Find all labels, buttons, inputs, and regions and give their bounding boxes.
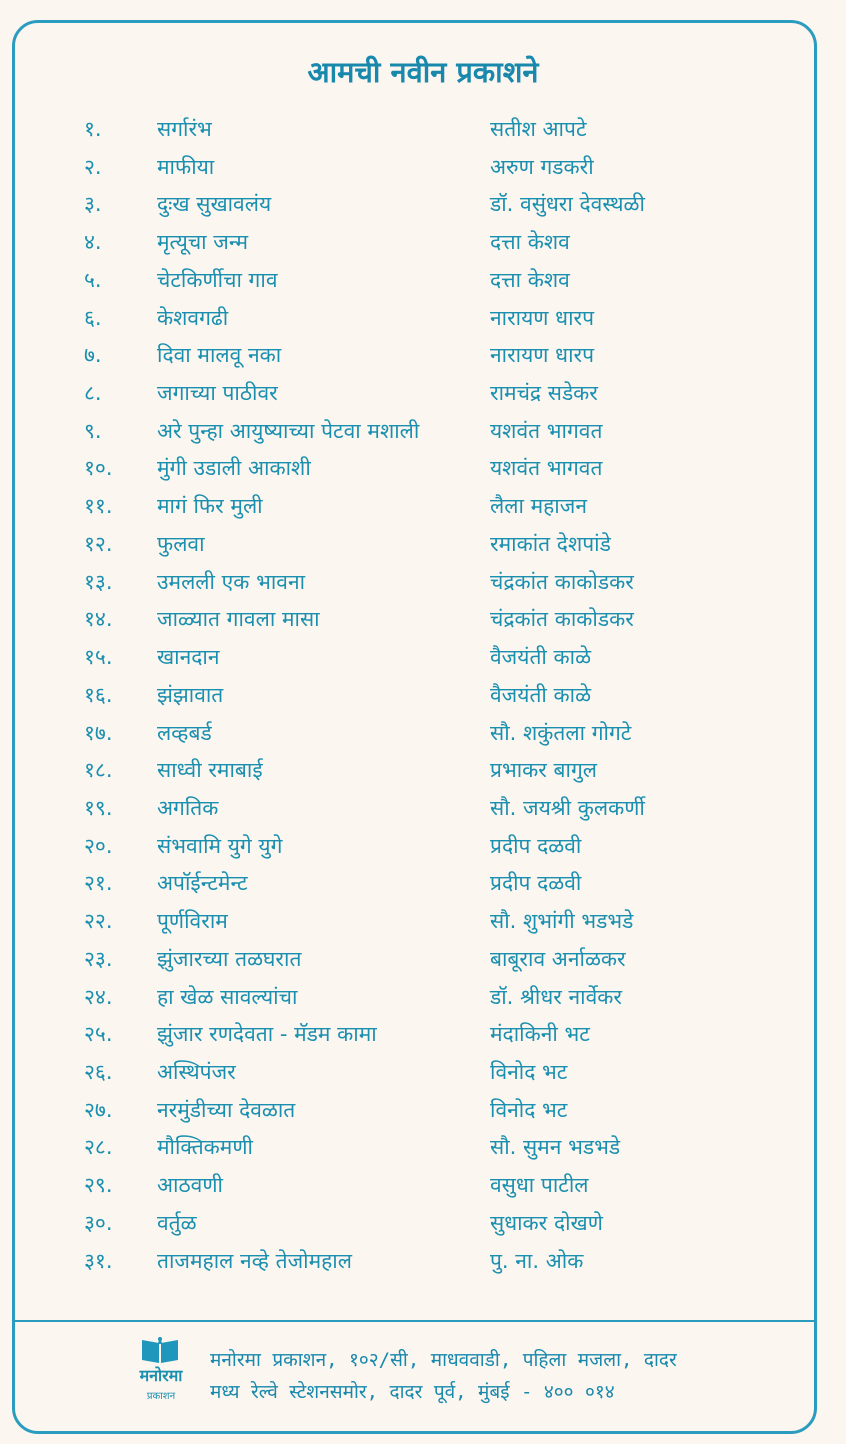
book-title: झंझावात <box>157 682 224 707</box>
address-line-2: मध्य रेल्वे स्टेशनसमोर, दादर पूर्व, मुंबई - ४०० ०१४ <box>210 1381 615 1403</box>
book-number: ७. <box>84 343 102 368</box>
book-number: २८. <box>84 1135 113 1160</box>
open-book-icon <box>140 1336 180 1364</box>
book-number: ८. <box>84 381 102 406</box>
book-author: मंदाकिनी भट <box>490 1022 590 1047</box>
book-title: केशवगढी <box>157 305 229 330</box>
book-title: संभवामि युगे युगे <box>157 833 283 858</box>
book-row <box>0 563 846 601</box>
book-title: नरमुंडीच्या देवळात <box>157 1097 296 1122</box>
book-row <box>0 412 846 450</box>
book-author: बाबूराव अर्नाळकर <box>490 946 626 971</box>
publisher-logo <box>128 1336 194 1410</box>
book-title: झुंजार रणदेवता - मॅडम कामा <box>157 1022 377 1047</box>
book-number: ३. <box>84 192 102 217</box>
book-author: वैजयंती काळे <box>490 682 592 707</box>
book-title: अपॉईन्टमेन्ट <box>157 871 248 896</box>
book-list <box>0 110 846 1279</box>
book-number: ५. <box>84 267 102 292</box>
book-title: मुंगी उडाली आकाशी <box>157 456 311 481</box>
book-title: खानदान <box>157 645 220 670</box>
book-row <box>0 1166 846 1204</box>
book-number: १४. <box>84 607 113 632</box>
book-row <box>0 600 846 638</box>
book-author: सौ. सुमन भडभडे <box>490 1135 621 1160</box>
book-title: पूर्णविराम <box>157 909 228 934</box>
book-title: साध्वी रमाबाई <box>157 758 263 783</box>
book-author: अरुण गडकरी <box>490 154 594 179</box>
book-number: १३. <box>84 569 113 594</box>
page-title: आमची नवीन प्रकाशने <box>307 55 539 89</box>
book-author: विनोद भट <box>490 1059 568 1084</box>
book-number: २५. <box>84 1022 113 1047</box>
book-author: डॉ. वसुंधरा देवस्थळी <box>490 192 645 217</box>
book-row <box>0 487 846 525</box>
book-author: वसुधा पाटील <box>490 1173 589 1198</box>
book-number: २३. <box>84 946 113 971</box>
book-number: १६. <box>84 682 113 707</box>
book-number: ६. <box>84 305 102 330</box>
book-row <box>0 1091 846 1129</box>
book-title: चेटकिर्णीचा गाव <box>157 267 278 292</box>
book-title: माफीया <box>157 154 215 179</box>
book-number: १९. <box>84 795 113 820</box>
book-row <box>0 751 846 789</box>
book-row <box>0 1204 846 1242</box>
book-title: ताजमहाल नव्हे तेजोमहाल <box>157 1248 352 1273</box>
book-title: मौक्तिकमणी <box>157 1135 253 1160</box>
book-row <box>0 525 846 563</box>
book-author: सतीश आपटे <box>490 117 587 141</box>
book-author: चंद्रकांत काकोडकर <box>490 607 634 632</box>
book-row <box>0 978 846 1016</box>
book-row <box>0 1015 846 1053</box>
book-row <box>0 1242 846 1280</box>
book-row <box>0 299 846 337</box>
book-title: अगतिक <box>157 795 219 820</box>
book-row <box>0 827 846 865</box>
book-row <box>0 864 846 902</box>
book-number: ११. <box>84 494 113 519</box>
book-row <box>0 789 846 827</box>
book-row <box>0 676 846 714</box>
book-title: जाळ्यात गावला मासा <box>157 607 320 632</box>
book-row <box>0 940 846 978</box>
book-title: लव्हबर्ड <box>157 720 212 745</box>
book-author: सौ. जयश्री कुलकर्णी <box>490 795 645 820</box>
book-row <box>0 336 846 374</box>
book-author: दत्ता केशव <box>490 267 570 292</box>
logo-subtitle: प्रकाशन <box>146 1391 176 1402</box>
book-row <box>0 148 846 186</box>
book-title: फुलवा <box>157 531 205 556</box>
book-author: रमाकांत देशपांडे <box>490 531 611 556</box>
book-number: ३०. <box>84 1210 113 1235</box>
book-author: यशवंत भागवत <box>490 456 603 481</box>
book-row <box>0 110 846 148</box>
book-author: नारायण धारप <box>490 343 595 368</box>
book-number: २२. <box>84 909 113 934</box>
book-title: जगाच्या पाठीवर <box>157 381 278 406</box>
book-author: प्रदीप दळवी <box>490 871 582 896</box>
book-row <box>0 261 846 299</box>
book-row <box>0 902 846 940</box>
book-row <box>0 638 846 676</box>
footer-divider <box>15 1320 814 1322</box>
book-number: २९. <box>84 1173 113 1198</box>
book-author: रामचंद्र सडेकर <box>490 381 598 406</box>
book-number: २. <box>84 154 102 179</box>
book-author: यशवंत भागवत <box>490 418 603 443</box>
book-author: सौ. शुभांगी भडभडे <box>490 909 634 934</box>
book-row <box>0 714 846 752</box>
book-title: मृत्यूचा जन्म <box>157 230 249 255</box>
book-number: १. <box>84 117 102 141</box>
book-author: चंद्रकांत काकोडकर <box>490 569 634 594</box>
book-number: १५. <box>84 645 113 670</box>
book-title: अरे पुन्हा आयुष्याच्या पेटवा मशाली <box>157 418 420 443</box>
book-author: सौ. शकुंतला गोगटे <box>490 720 632 745</box>
book-title: वर्तुळ <box>157 1210 197 1235</box>
book-number: २७. <box>84 1097 113 1122</box>
book-number: २४. <box>84 984 113 1009</box>
book-title: दिवा मालवू नका <box>157 343 282 368</box>
book-title: दुःख सुखावलंय <box>157 192 272 217</box>
book-row <box>0 1128 846 1166</box>
book-author: नारायण धारप <box>490 305 595 330</box>
book-number: २०. <box>84 833 113 858</box>
book-row <box>0 185 846 223</box>
book-title: सर्गारंभ <box>157 117 212 141</box>
book-author: प्रदीप दळवी <box>490 833 582 858</box>
book-title: मागं फिर मुली <box>157 494 263 519</box>
logo-wordmark: मनोरमा <box>139 1366 183 1385</box>
book-number: २६. <box>84 1059 113 1084</box>
address-line-1: मनोरमा प्रकाशन, १०२/सी, माधववाडी, पहिला मजला, दादर <box>210 1349 677 1371</box>
book-title: हा खेळ सावल्यांचा <box>157 984 298 1009</box>
book-author: लैला महाजन <box>490 494 587 519</box>
book-title: झुंजारच्या तळघरात <box>157 946 302 971</box>
book-number: १७. <box>84 720 113 745</box>
book-number: १२. <box>84 531 113 556</box>
book-title: आठवणी <box>157 1173 223 1198</box>
book-number: १०. <box>84 456 113 481</box>
book-author: डॉ. श्रीधर नार्वेकर <box>490 984 622 1009</box>
book-row <box>0 1053 846 1091</box>
book-title: अस्थिपंजर <box>157 1059 236 1084</box>
book-author: दत्ता केशव <box>490 230 570 255</box>
book-row <box>0 223 846 261</box>
book-row <box>0 449 846 487</box>
book-author: पु. ना. ओक <box>490 1248 584 1273</box>
book-author: विनोद भट <box>490 1097 568 1122</box>
book-author: सुधाकर दोखणे <box>490 1210 603 1235</box>
book-title: उमलली एक भावना <box>157 569 306 594</box>
book-number: ३१. <box>84 1248 113 1273</box>
book-row <box>0 374 846 412</box>
book-author: वैजयंती काळे <box>490 645 592 670</box>
book-number: ४. <box>84 230 102 255</box>
book-number: १८. <box>84 758 113 783</box>
book-number: २१. <box>84 871 113 896</box>
book-number: ९. <box>84 418 102 443</box>
book-author: प्रभाकर बागुल <box>490 758 598 783</box>
